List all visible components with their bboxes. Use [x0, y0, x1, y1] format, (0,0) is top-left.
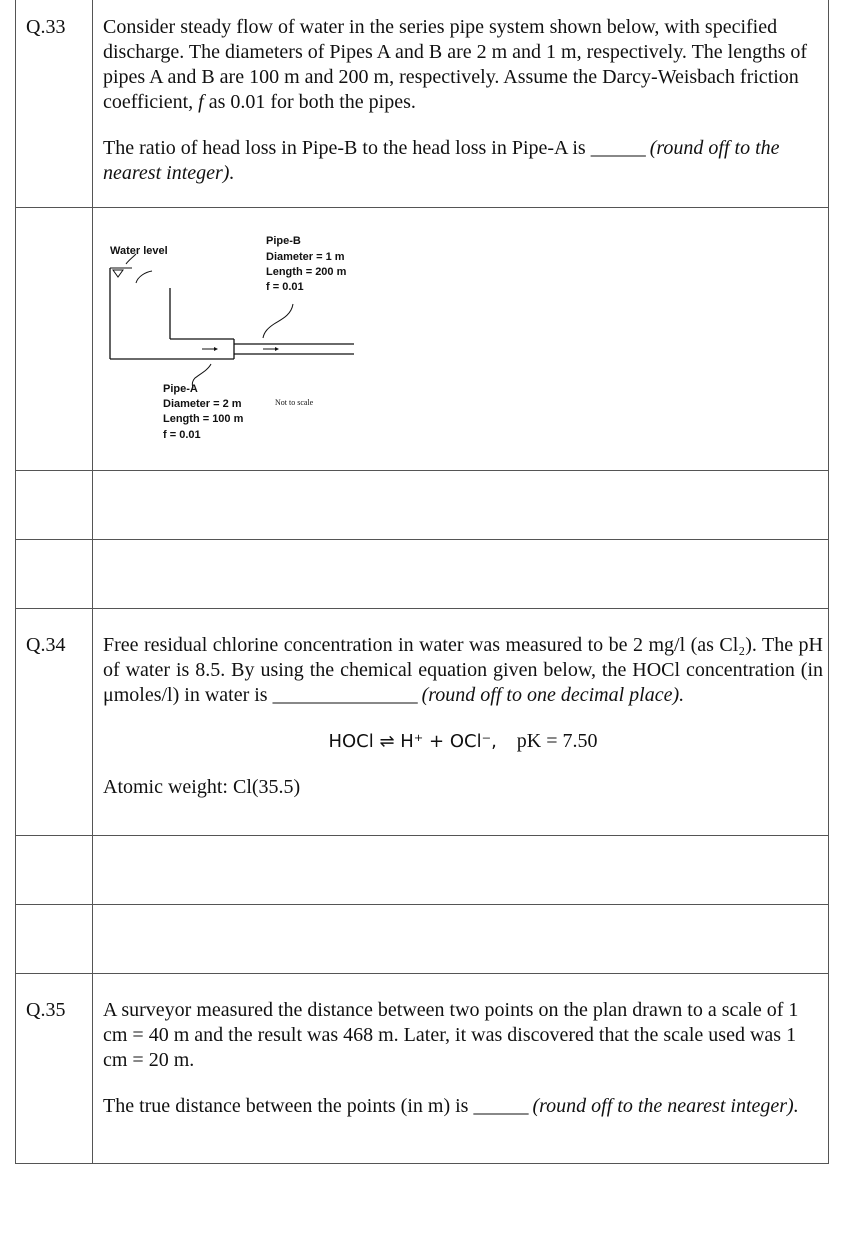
empty-row-1: [15, 471, 829, 540]
water-level-triangle-icon: [113, 270, 123, 277]
column-divider: [92, 540, 93, 608]
pipe-a-friction: f = 0.01: [163, 429, 201, 441]
pipe-b-length: Length = 200 m: [266, 266, 347, 278]
pipe-a-length: Length = 100 m: [163, 413, 244, 425]
q34-text: Free residual chlorine concentration in water was measured to be 2 mg/l (as Cl₂). The pH of water is 8.5. By using the chemical equation given below, the HOCl concentration (in μmoles/l) in water is: [103, 634, 823, 706]
q33-text-end: as 0.01 for both the pipes.: [203, 91, 416, 113]
q35-answer-blank: ______: [473, 1095, 528, 1117]
q34-rounding-note: (round off to one decimal place).: [421, 684, 685, 706]
pipe-b-leader: [263, 304, 293, 338]
column-divider: [92, 0, 93, 207]
q35-body: [103, 998, 823, 1119]
pipe-a-title: Pipe-A: [163, 383, 198, 395]
q35-number: Q.35: [26, 999, 66, 1021]
not-to-scale-note: Not to scale: [275, 398, 314, 407]
pipe-a-diameter: Diameter = 2 m: [163, 398, 242, 410]
q35-question: The true distance between the points (in m) is: [103, 1095, 474, 1117]
empty-row-3: [15, 836, 829, 905]
column-divider: [92, 471, 93, 539]
q35-paragraph-2: [103, 1094, 823, 1119]
column-divider: [92, 974, 93, 1163]
question-sheet: [15, 0, 829, 1164]
q33-paragraph-1: [103, 15, 823, 115]
q33-text: Consider steady flow of water in the series pipe system shown below, with specified discharge. The diameters of Pipes A and B are 2 m and 1 m, respectively. The lengths of pipes A and B are 100 m and 200 m, respectively. Assume the Darcy-Weisbach friction coefficient,: [103, 16, 808, 113]
q34-equation-line: [103, 729, 823, 754]
q35-rounding-note: (round off to the nearest integer).: [532, 1095, 799, 1117]
q33-f-symbol: f: [198, 91, 204, 113]
pipe-b-title: Pipe-B: [266, 235, 301, 247]
q34-equation: HOCl ⇌ H⁺ + OCl⁻,: [328, 731, 497, 752]
water-level-label: Water level: [110, 245, 168, 257]
q34-paragraph-1: [103, 633, 823, 708]
q33-body: [103, 15, 823, 186]
q35-paragraph-1: A surveyor measured the distance between two points on the plan drawn to a scale of 1 cm = 40 m and the result was 468 m. Later, it was discovered that the scale used was 1 cm = 20 m.: [103, 999, 799, 1071]
q33-number: Q.33: [26, 16, 66, 38]
water-level-curve: [136, 271, 152, 283]
column-divider: [92, 836, 93, 904]
flow-arrowhead-a-icon: [214, 347, 218, 351]
empty-row-2: [15, 540, 829, 609]
q33-question: The ratio of head loss in Pipe-B to the head loss in Pipe-A is: [103, 137, 591, 159]
q33-answer-blank: ______: [590, 137, 645, 159]
q33-rounding-note: (round off to the nearest integer).: [103, 137, 780, 184]
q35-row: [15, 974, 829, 1164]
q34-answer-blank: ________________: [272, 684, 417, 706]
q33-diagram-row: [15, 208, 829, 471]
q34-pk-value: pK = 7.50: [516, 730, 598, 752]
column-divider: [92, 609, 93, 835]
q33-row: [15, 0, 829, 208]
q34-body: [103, 633, 823, 800]
q34-atomic-weight: Atomic weight: Cl(35.5): [103, 776, 301, 798]
column-divider: [92, 905, 93, 973]
q33-paragraph-2: [103, 136, 823, 186]
pipe-system-diagram: [96, 228, 396, 458]
flow-arrowhead-b-icon: [275, 347, 279, 351]
q34-number: Q.34: [26, 634, 66, 656]
column-divider: [92, 208, 93, 470]
pipe-b-friction: f = 0.01: [266, 281, 304, 293]
q34-row: [15, 609, 829, 836]
pipe-b-diameter: Diameter = 1 m: [266, 251, 345, 263]
empty-row-4: [15, 905, 829, 974]
